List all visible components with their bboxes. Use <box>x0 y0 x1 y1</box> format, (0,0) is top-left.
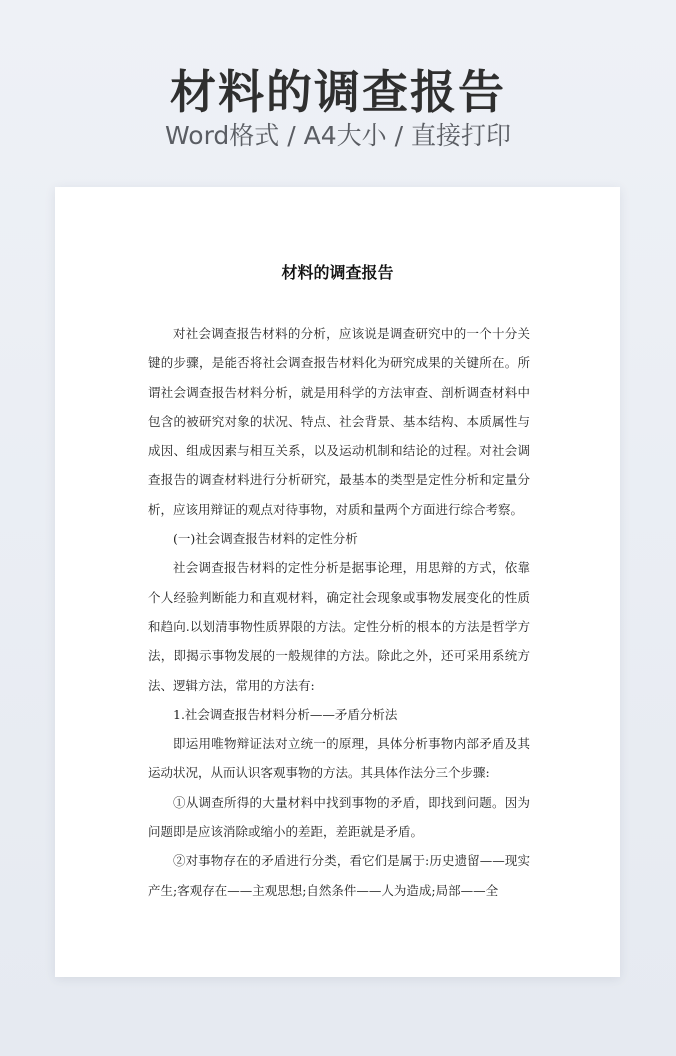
banner-subtitle: Word格式 / A4大小 / 直接打印 <box>165 121 511 150</box>
subsection-heading: 1.社会调查报告材料分析——矛盾分析法 <box>173 706 398 722</box>
document-title: 材料的调查报告 <box>281 263 394 282</box>
step-paragraph: ②对事物存在的矛盾进行分类，看它们是属于:历史遗留——现实产生;客观存在——主观思想;自然条件——人为造成;局部——全 <box>148 853 530 898</box>
body-paragraph: 即运用唯物辩证法对立统一的原理，具体分析事物内部矛盾及其运动状况，从而认识客观事物的方法。其具体作法分三个步骤: <box>148 736 530 781</box>
document-body <box>148 319 530 905</box>
section-heading: (一)社会调查报告材料的定性分析 <box>173 531 358 547</box>
document-page <box>55 187 620 977</box>
banner-title: 材料的调查报告 <box>170 65 506 119</box>
step-paragraph: ①从调查所得的大量材料中找到事物的矛盾，即找到问题。因为问题即是应该消除或缩小的差距，差距就是矛盾。 <box>148 794 530 840</box>
body-paragraph: 对社会调查报告材料的分析，应该说是调查研究中的一个十分关键的步骤，是能否将社会调查报告材料化为研究成果的关键所在。所谓社会调查报告材料分析，就是用科学的方法审查、剖析调查材料中包含的被研究对象的状况、特点、社会背景、基本结构、本质属性与成因、组成因素与相互关系，以及运动机制和结论的过程。对社会调查报告的调查材料进行分析研究，最基本的类型是定性分析和定量分析，应该用辩证的观点对待事物，对质和量两个方面进行综合考察。 <box>148 326 530 517</box>
body-paragraph: 社会调查报告材料的定性分析是据事论理，用思辩的方式，依靠个人经验判断能力和直观材料，确定社会现象或事物发展变化的性质和趋向.以划清事物性质界限的方法。定性分析的根本的方法是哲学方法，即揭示事物发展的一般规律的方法。除此之外，还可采用系统方法、逻辑方法，常用的方法有: <box>148 560 530 693</box>
